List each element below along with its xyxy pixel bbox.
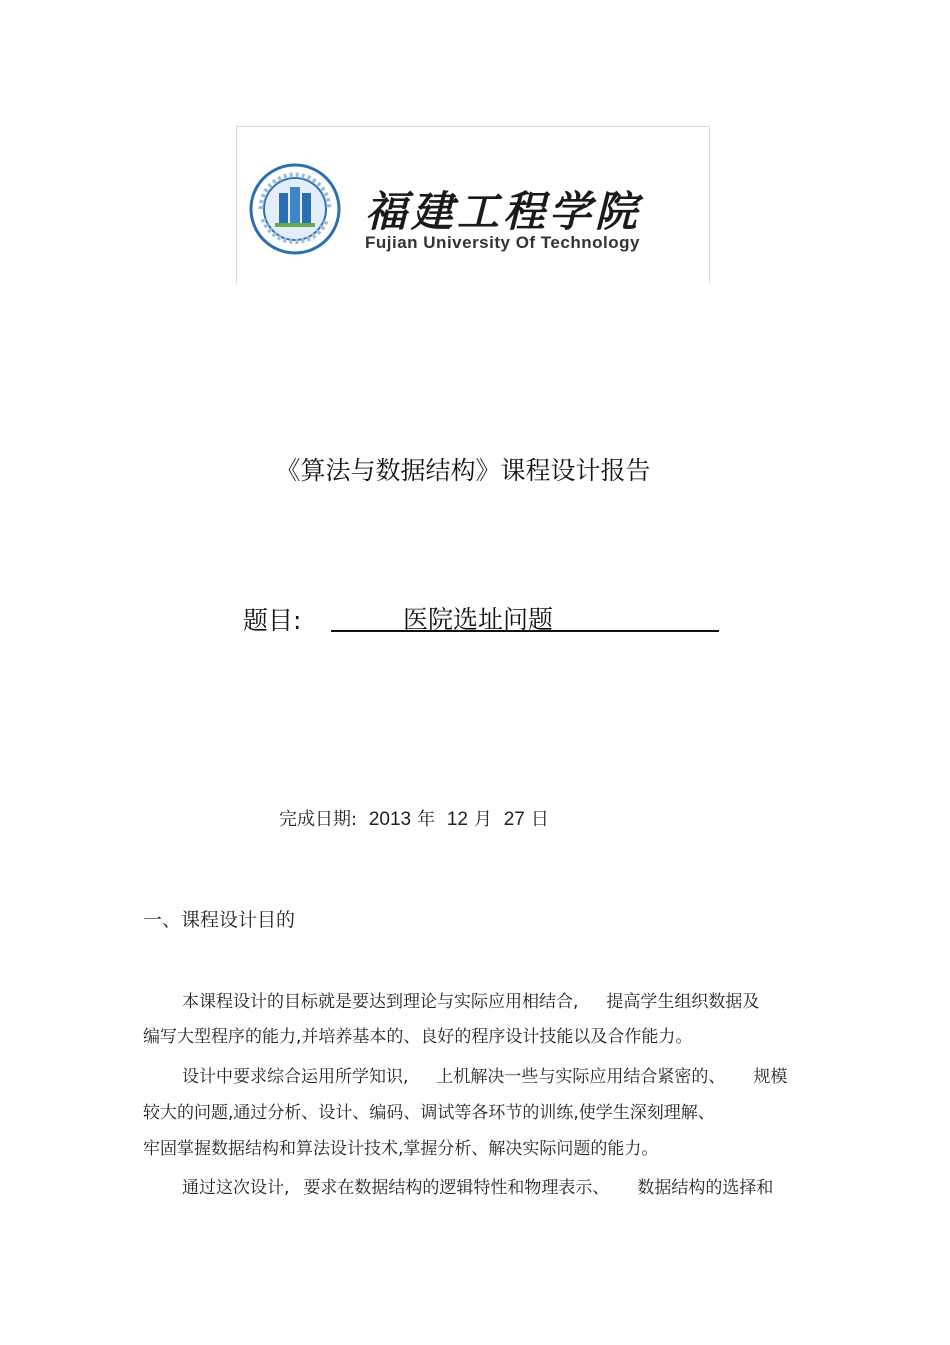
paragraph-line: 本课程设计的目标就是要达到理论与实际应用相结合, 提高学生组织数据及 <box>182 992 760 1012</box>
paragraph-line: 牢固掌握数据结构和算法设计技术,掌握分析、解决实际问题的能力。 <box>143 1139 659 1159</box>
paragraph-line: 设计中要求综合运用所学知识, 上机解决一些与实际应用结合紧密的、 规模 <box>182 1067 788 1087</box>
report-title: 《算法与数据结构》课程设计报告 <box>275 456 651 485</box>
date-month: 12 <box>446 809 468 830</box>
date-year-unit: 年 <box>417 809 436 830</box>
topic-field <box>331 600 719 632</box>
date-label: 完成日期: <box>279 809 358 830</box>
date-month-unit: 月 <box>473 809 492 830</box>
university-name-en: Fujian University Of Technology <box>365 233 640 252</box>
paragraph-line: 通过这次设计, 要求在数据结构的逻辑特性和物理表示、 数据结构的选择和 <box>182 1178 774 1198</box>
university-name-cn: 福建工程学院 <box>365 187 642 236</box>
paragraph-line: 较大的问题,通过分析、设计、编码、调试等各环节的训练,使学生深刻理解、 <box>143 1103 715 1123</box>
date-day: 27 <box>503 809 525 830</box>
date-day-unit: 日 <box>530 809 549 830</box>
topic-label: 题目: <box>243 606 302 635</box>
completion-date <box>279 805 549 831</box>
paragraph-line: 编写大型程序的能力,并培养基本的、良好的程序设计技能以及合作能力。 <box>143 1027 693 1047</box>
section-heading: 一、课程设计目的 <box>143 909 296 931</box>
topic-value: 医院选址问题 <box>403 605 554 634</box>
university-seal-icon <box>249 163 341 255</box>
date-year: 2013 <box>368 809 412 830</box>
university-logo <box>236 126 710 283</box>
